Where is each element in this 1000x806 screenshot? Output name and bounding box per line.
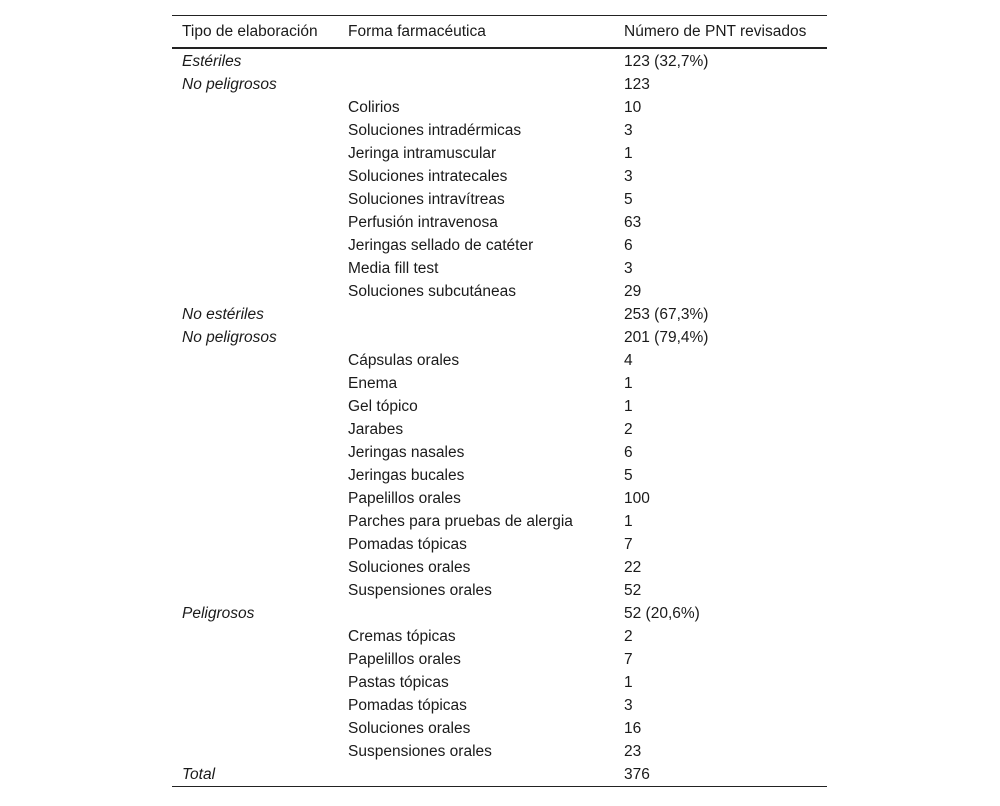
tipo-elaboracion-cell [172,510,338,533]
numero-pnt-cell: 16 [624,720,642,737]
table-row [172,188,827,211]
tipo-elaboracion-cell [172,487,338,510]
table-row [172,119,827,142]
numero-pnt-cell: 3 [624,122,633,139]
numero-pnt-cell: 253 (67,3%) [624,306,709,323]
tipo-elaboracion-cell: Total [182,766,216,783]
table-row [172,441,827,464]
forma-farmaceutica-cell: Suspensiones orales [348,582,492,599]
numero-pnt-cell: 52 (20,6%) [624,605,700,622]
forma-farmaceutica-cell: Cápsulas orales [348,352,460,369]
forma-farmaceutica-cell: Papelillos orales [348,651,461,668]
table-row [172,372,827,395]
pnt-table [172,15,827,787]
numero-pnt-cell: 3 [624,260,633,277]
table-row [172,96,827,119]
tipo-elaboracion-cell [172,119,338,142]
forma-farmaceutica-cell: Soluciones orales [348,720,471,737]
tipo-elaboracion-cell [172,395,338,418]
tipo-elaboracion-cell [172,648,338,671]
tipo-elaboracion-cell [172,165,338,188]
numero-pnt-cell: 7 [624,536,633,553]
table-row [172,234,827,257]
table-row [172,740,827,763]
forma-farmaceutica-cell [338,73,614,96]
table-header [172,16,827,49]
table-row [172,648,827,671]
header-row [172,16,827,49]
tipo-elaboracion-cell: No peligrosos [182,329,277,346]
numero-pnt-cell: 3 [624,168,633,185]
table-row [172,510,827,533]
tipo-elaboracion-cell [172,740,338,763]
tipo-elaboracion-cell [172,211,338,234]
numero-pnt-cell: 201 (79,4%) [624,329,709,346]
forma-farmaceutica-cell [338,48,614,73]
table-row [172,763,827,787]
numero-pnt-cell: 1 [624,145,633,162]
numero-pnt-cell: 4 [624,352,633,369]
tipo-elaboracion-cell: No peligrosos [182,76,277,93]
tipo-elaboracion-cell [172,257,338,280]
tipo-elaboracion-cell [172,556,338,579]
tipo-elaboracion-cell [172,234,338,257]
numero-pnt-cell: 2 [624,628,633,645]
tipo-elaboracion-cell: Estériles [182,53,242,70]
numero-pnt-cell: 1 [624,375,633,392]
numero-pnt-cell: 6 [624,444,633,461]
numero-pnt-cell: 1 [624,513,633,530]
tipo-elaboracion-cell [172,441,338,464]
forma-farmaceutica-cell: Colirios [348,99,400,116]
forma-farmaceutica-cell: Soluciones intratecales [348,168,508,185]
table-row [172,165,827,188]
table-row [172,349,827,372]
header-numero-pnt: Número de PNT revisados [624,22,807,40]
forma-farmaceutica-cell: Pomadas tópicas [348,536,467,553]
numero-pnt-cell: 23 [624,743,642,760]
table-row [172,579,827,602]
table-row [172,280,827,303]
tipo-elaboracion-cell [172,280,338,303]
numero-pnt-cell: 10 [624,99,642,116]
forma-farmaceutica-cell: Papelillos orales [348,490,461,507]
table-row [172,717,827,740]
numero-pnt-cell: 100 [624,490,650,507]
table-row [172,211,827,234]
numero-pnt-cell: 7 [624,651,633,668]
numero-pnt-cell: 29 [624,283,642,300]
forma-farmaceutica-cell [338,326,614,349]
table-row [172,487,827,510]
table-row [172,533,827,556]
numero-pnt-cell: 1 [624,398,633,415]
table-row [172,303,827,326]
tipo-elaboracion-cell [172,96,338,119]
numero-pnt-cell: 63 [624,214,642,231]
tipo-elaboracion-cell [172,188,338,211]
numero-pnt-cell: 5 [624,467,633,484]
table-row [172,48,827,73]
numero-pnt-cell: 123 [624,76,650,93]
table-row [172,464,827,487]
tipo-elaboracion-cell [172,694,338,717]
tipo-elaboracion-cell [172,464,338,487]
forma-farmaceutica-cell: Media fill test [348,260,439,277]
forma-farmaceutica-cell: Suspensiones orales [348,743,492,760]
forma-farmaceutica-cell: Soluciones orales [348,559,471,576]
header-forma-farmaceutica: Forma farmacéutica [348,22,486,40]
table-row [172,602,827,625]
forma-farmaceutica-cell: Jeringa intramuscular [348,145,497,162]
tipo-elaboracion-cell [172,579,338,602]
tipo-elaboracion-cell [172,625,338,648]
forma-farmaceutica-cell: Soluciones intravítreas [348,191,505,208]
forma-farmaceutica-cell: Jeringas sellado de catéter [348,237,534,254]
table-row [172,556,827,579]
tipo-elaboracion-cell [172,533,338,556]
table-row [172,671,827,694]
forma-farmaceutica-cell: Parches para pruebas de alergia [348,513,573,530]
tipo-elaboracion-cell [172,418,338,441]
numero-pnt-cell: 52 [624,582,642,599]
numero-pnt-cell: 376 [624,766,650,783]
forma-farmaceutica-cell: Jeringas bucales [348,467,465,484]
tipo-elaboracion-cell: Peligrosos [182,605,255,622]
numero-pnt-cell: 3 [624,697,633,714]
forma-farmaceutica-cell: Soluciones intradérmicas [348,122,522,139]
tipo-elaboracion-cell [172,372,338,395]
forma-farmaceutica-cell: Cremas tópicas [348,628,456,645]
table-row [172,625,827,648]
table-row [172,694,827,717]
table-row [172,395,827,418]
tipo-elaboracion-cell: No estériles [182,306,264,323]
tipo-elaboracion-cell [172,671,338,694]
forma-farmaceutica-cell: Enema [348,375,398,392]
forma-farmaceutica-cell: Pastas tópicas [348,674,449,691]
forma-farmaceutica-cell [338,303,614,326]
table-row [172,142,827,165]
table-row [172,73,827,96]
header-tipo-elaboracion: Tipo de elaboración [182,22,318,40]
forma-farmaceutica-cell: Jarabes [348,421,404,438]
forma-farmaceutica-cell: Pomadas tópicas [348,697,467,714]
table-body [172,48,827,787]
forma-farmaceutica-cell: Perfusión intravenosa [348,214,498,231]
table-row [172,326,827,349]
forma-farmaceutica-cell: Jeringas nasales [348,444,465,461]
numero-pnt-cell: 2 [624,421,633,438]
forma-farmaceutica-cell: Gel tópico [348,398,418,415]
forma-farmaceutica-cell [338,602,614,625]
tipo-elaboracion-cell [172,142,338,165]
tipo-elaboracion-cell [172,349,338,372]
numero-pnt-cell: 22 [624,559,642,576]
numero-pnt-cell: 1 [624,674,633,691]
numero-pnt-cell: 5 [624,191,633,208]
numero-pnt-cell: 6 [624,237,633,254]
table-row [172,418,827,441]
table-row [172,257,827,280]
forma-farmaceutica-cell: Soluciones subcutáneas [348,283,517,300]
forma-farmaceutica-cell [338,763,614,787]
tipo-elaboracion-cell [172,717,338,740]
numero-pnt-cell: 123 (32,7%) [624,53,709,70]
